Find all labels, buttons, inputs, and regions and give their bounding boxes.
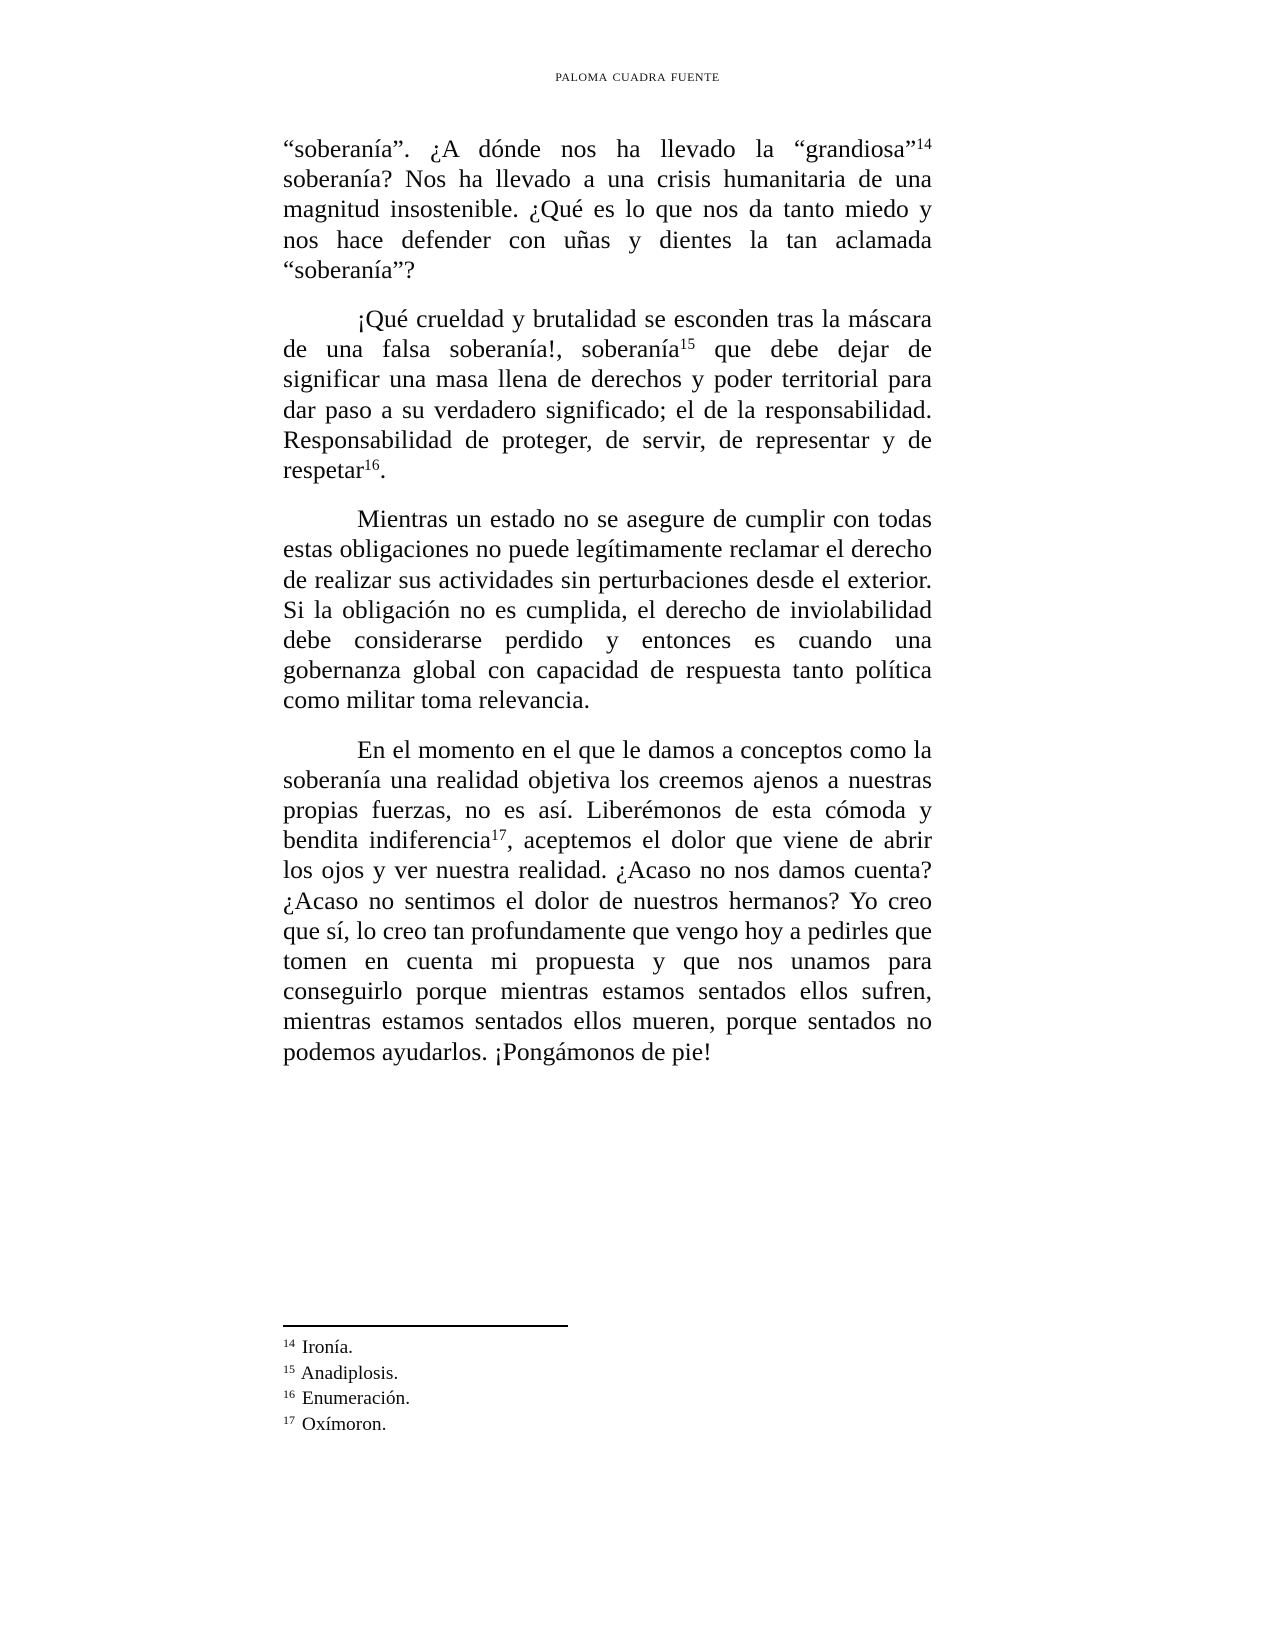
paragraph [283, 134, 932, 285]
footnote-area [283, 1325, 932, 1437]
footnote-marker[interactable]: 14 [283, 1336, 296, 1350]
footnote-marker[interactable]: 15 [283, 1361, 296, 1376]
footnote-marker[interactable]: 17 [283, 1412, 296, 1427]
footnote-item [283, 1412, 932, 1438]
footnote-text: Oxímoron. [301, 1413, 387, 1435]
paragraph-text: “soberanía”. ¿A dónde nos ha llevado la “grandiosa” [283, 134, 917, 163]
footnote-item [283, 1386, 932, 1412]
paragraph [283, 304, 932, 485]
footnote-reference[interactable]: 14 [916, 136, 932, 154]
running-head-text: paloma cuadra fuente [555, 66, 720, 85]
paragraph-text: Mientras un estado no se asegure de cumplir con todas estas obligaciones no puede legítimamente reclamar el derecho de realizar sus actividades sin perturbaciones desde el exterior. Si la obligación no es cumplida, el derecho de inviolabilidad debe considerarse perdido y entonces es cuando una gobernanza global con capacidad de respuesta tanto política como militar toma relevancia. [283, 504, 932, 715]
footnote-marker[interactable]: 16 [283, 1387, 296, 1401]
footnote-list [283, 1335, 932, 1437]
paragraph [283, 504, 932, 715]
body-text [283, 134, 932, 1067]
footnote-text: Enumeración. [301, 1388, 411, 1409]
footnote-reference[interactable]: 16 [364, 457, 380, 475]
footnote-text: Anadiplosis. [300, 1362, 399, 1384]
paragraph-text: soberanía? Nos ha llevado a una crisis humanitaria de una magnitud insostenible. ¿Qué es lo que nos da tanto miedo y nos hace defender con uñas y dientes la tan aclamada “soberanía”? [283, 164, 932, 284]
footnote-reference[interactable]: 15 [679, 336, 696, 354]
paragraph-text: . [379, 455, 387, 485]
paragraph-text: ¡Qué crueldad y brutalidad se esconden tras la máscara de una falsa soberanía!, soberanía [283, 304, 932, 364]
footnote-text: Ironía. [301, 1337, 354, 1358]
footnote-reference[interactable]: 17 [491, 827, 507, 845]
footnote-item [283, 1361, 932, 1387]
paragraph-text: En el momento en el que le damos a conceptos como la soberanía una realidad objetiva los creemos ajenos a nuestras propias fuerzas, no es así. Liberémonos de esta cómoda y bendita indiferencia [283, 734, 932, 855]
footnote-separator-rule [283, 1325, 568, 1327]
paragraph-text: , aceptemos el dolor que viene de abrir los ojos y ver nuestra realidad. ¿Acaso no nos damos cuenta? ¿Acaso no sentimos el dolor de nuestros hermanos? Yo creo que sí, lo creo tan profundamente que vengo hoy a pedirles que tomen en cuenta mi propuesta y que nos unamos para conseguirlo porque mientras estamos sentados ellos sufren, mientras estamos sentados ellos mueren, porque sentados no podemos ayudarlos. ¡Pongámonos de pie! [283, 825, 932, 1066]
footnote-item [283, 1335, 932, 1361]
paragraph [283, 735, 932, 1067]
paragraph-text: que debe dejar de significar una masa llena de derechos y poder territorial para dar paso a su verdadero significado; el de la responsabilidad. Responsabilidad de proteger, de servir, de representar y de respetar [283, 334, 932, 485]
running-head [0, 66, 1275, 86]
